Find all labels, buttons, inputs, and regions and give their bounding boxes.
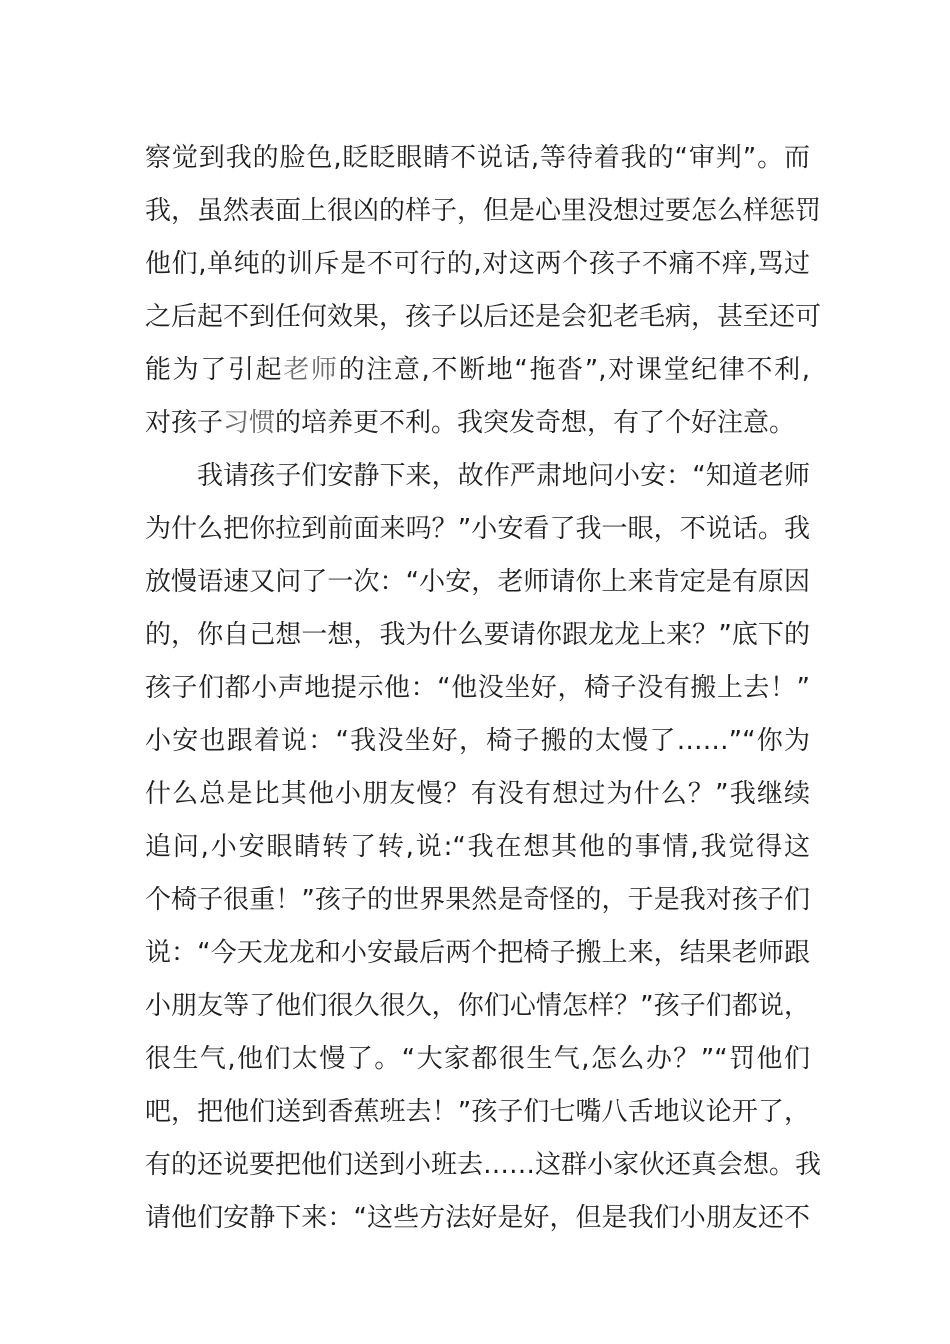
teacher-link[interactable]: 老师 — [283, 355, 339, 385]
text-line: 个椅子很重！”孩子的世界果然是奇怪的，于是我对孩子们 — [145, 885, 810, 915]
text-segment: 的培养更不利。我突发奇想，有了个好注意。 — [275, 408, 796, 438]
text-line: 我，虽然表面上很凶的样子，但是心里没想过要怎么样惩罚 — [145, 196, 822, 226]
text-line: 很生气,他们太慢了。“大家都很生气,怎么办？”“罚他们 — [145, 1044, 810, 1074]
text-line — [145, 397, 810, 450]
text-line: 之后起不到任何效果，孩子以后还是会犯老毛病，甚至还可 — [145, 302, 822, 332]
text-line: 孩子们都小声地提示他：“他没坐好，椅子没有搬上去！” — [145, 673, 810, 703]
text-segment: 的注意,不断地“拖沓”,对课堂纪律不利, — [338, 355, 810, 385]
text-segment: 对孩子 — [145, 408, 224, 438]
text-line: 有的还说要把他们送到小班去……这群小家伙还真会想。我 — [145, 1150, 822, 1180]
text-line: 察觉到我的脸色,眨眨眼睛不说话,等待着我的“审判”。而 — [145, 143, 810, 173]
text-line: 追问,小安眼睛转了转,说:“我在想其他的事情,我觉得这 — [145, 832, 810, 862]
text-line: 为什么把你拉到前面来吗？”小安看了我一眼，不说话。我 — [145, 514, 810, 544]
text-line: 什么总是比其他小朋友慢？有没有想过为什么？”我继续 — [145, 779, 810, 809]
text-line: 我请孩子们安静下来，故作严肃地问小安：“知道老师 — [197, 461, 810, 491]
text-line: 说：“今天龙龙和小安最后两个把椅子搬上来，结果老师跟 — [145, 938, 810, 968]
text-line: 吧，把他们送到香蕉班去！”孩子们七嘴八舌地议论开了， — [145, 1097, 810, 1127]
text-line: 请他们安静下来：“这些方法好是好，但是我们小朋友还不 — [145, 1203, 810, 1233]
text-segment: 能为了引起 — [145, 355, 284, 385]
text-line: 小朋友等了他们很久很久，你们心情怎样？”孩子们都说， — [145, 991, 810, 1021]
text-line: 的，你自己想一想，我为什么要请你跟龙龙上来？”底下的 — [145, 620, 810, 650]
habit-link[interactable]: 习惯 — [223, 408, 276, 438]
text-line: 他们,单纯的训斥是不可行的,对这两个孩子不痛不痒,骂过 — [145, 249, 810, 279]
text-line — [145, 344, 810, 397]
text-line: 小安也跟着说：“我没坐好，椅子搬的太慢了……”“你为 — [145, 726, 810, 756]
text-line: 放慢语速又问了一次：“小安，老师请你上来肯定是有原因 — [145, 567, 810, 597]
body-text — [145, 132, 822, 1245]
